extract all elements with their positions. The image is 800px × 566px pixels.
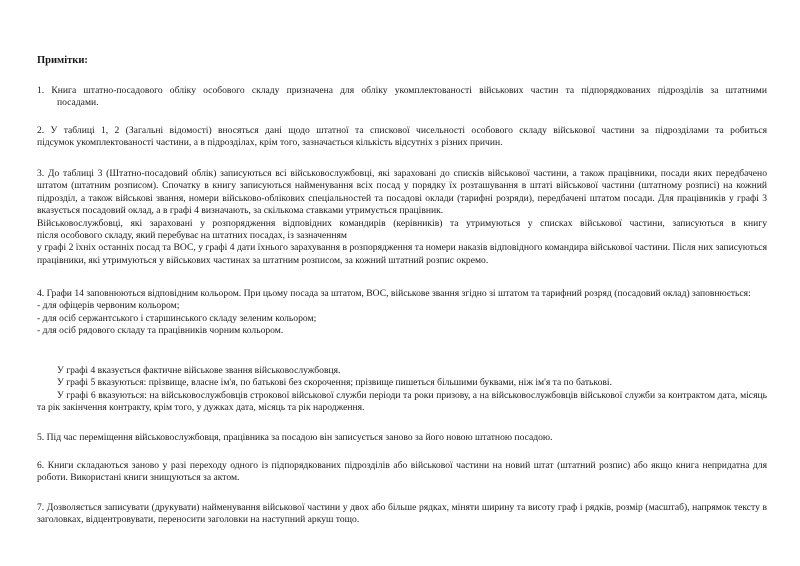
note-5-text: 5. Під час переміщення військовослужбовця, працівника за посадою він записується заново за його новою штатною посадою.: [37, 432, 553, 443]
note-5: [37, 432, 767, 444]
note-4-item-privates: - для осіб рядового складу та працівників чорним кольором.: [37, 325, 284, 337]
note-1-line-2: посадами.: [57, 97, 99, 109]
note-3-line-a: Військовослужбовці, які зараховані у розпорядження відповідних командирів (керівників) та утримуються у списках військової частини, записуються в книгу: [37, 217, 767, 229]
note-4-item-officers: - для офіцерів червоним кольором;: [37, 300, 180, 312]
notes-title: Примітки:: [37, 55, 88, 66]
note-3-block-1: 3. До таблиці 3 (Штатно-посадовий облік) записуються всі військовослужбовці, які зараховані до списків військової частини, а також працівники, посади яких передбачено штатом (штатним розписом). Спочатку в книгу записуються найменування всіх посад у порядку їх розташування в штаті військової частини (штатному розписі) на кожний підрозділ, а також військові звання, номери військово-облікових спеціальностей та посадові оклади (тарифні розряди), передбачені штатом посади. Для працівників у графі 3 вказується посадовий оклад, а в графі 4 визначають, за скількома ставками утримується працівник.: [37, 168, 767, 217]
note-7-text: 7. Дозволяється записувати (друкувати) найменування військової частини у двох або більше рядках, міняти ширину та висоту граф і рядків, розмір (масштаб), напрямок тексту в заголовках, відцентровувати, переносити заголовки на наступний аркуш тощо.: [37, 502, 767, 526]
note-2: [37, 125, 767, 150]
note-6: [37, 460, 767, 485]
column-4-note: У графі 4 вказується фактичне військове звання військовослужбовця.: [57, 365, 341, 376]
note-3-line-b: після особового складу, який перебуває на штатних посадах, із зазначенням: [37, 230, 347, 242]
note-1: [37, 85, 767, 110]
note-4-block-1: 4. Графи 14 заповнюються відповідним кольором. При цьому посада за штатом, ВОС, військове звання згідно зі штатом та тарифний розряд (посадовий оклад) заповнюється:: [37, 288, 751, 299]
note-6-text: 6. Книги складаються заново у разі переходу одного із підпорядкованих підрозділів або військової частини на новий штат (штатний розпис) або якщо книга непридатна для роботи. Використані книги знищуються за актом.: [37, 460, 767, 484]
note-1-line-1: 1. Книга штатно-посадового обліку особового складу призначена для обліку укомплектованості військових частин та підпорядкованих підрозділів за штатними: [37, 85, 767, 96]
note-2-line-2: підсумок укомплектованості частини, а в підрозділах, крім того, зазначається кількість відсутніх з різних причин.: [37, 137, 503, 149]
note-3: [37, 168, 767, 267]
note-3-block-2: у графі 2 їхніх останніх посад та ВОС, у графі 4 дати їхнього зарахування в розпорядження та номери наказів відповідного командира військової частини. Після них записуються працівники, які утримуються у військових частинах за штатним розписом, за кожний штатний розпис окремо.: [37, 242, 767, 266]
column-5-note: У графі 5 вказуються: прізвище, власне ім'я, по батькові без скорочення; прізвище пишеться більшими буквами, ніж ім'я та по батькові.: [57, 377, 612, 389]
column-notes: [37, 365, 767, 415]
note-2-line-1: 2. У таблиці 1, 2 (Загальні відомості) вносяться дані щодо штатної та спискової чисельності особового складу військової частини за підрозділами та робиться: [37, 125, 767, 136]
note-4-item-sergeants: - для осіб сержантського і старшинського складу зеленим кольором;: [37, 312, 317, 324]
column-6-note: У графі 6 вказуються: на військовослужбовців строкової військової служби періоди та роки призову, а на військовослужбовців військової служби за контрактом дата, місяць та рік закінчення контракту, крім того, у дужках дата, місяць та рік народження.: [37, 389, 767, 414]
note-4: [37, 288, 767, 338]
note-7: [37, 502, 767, 527]
